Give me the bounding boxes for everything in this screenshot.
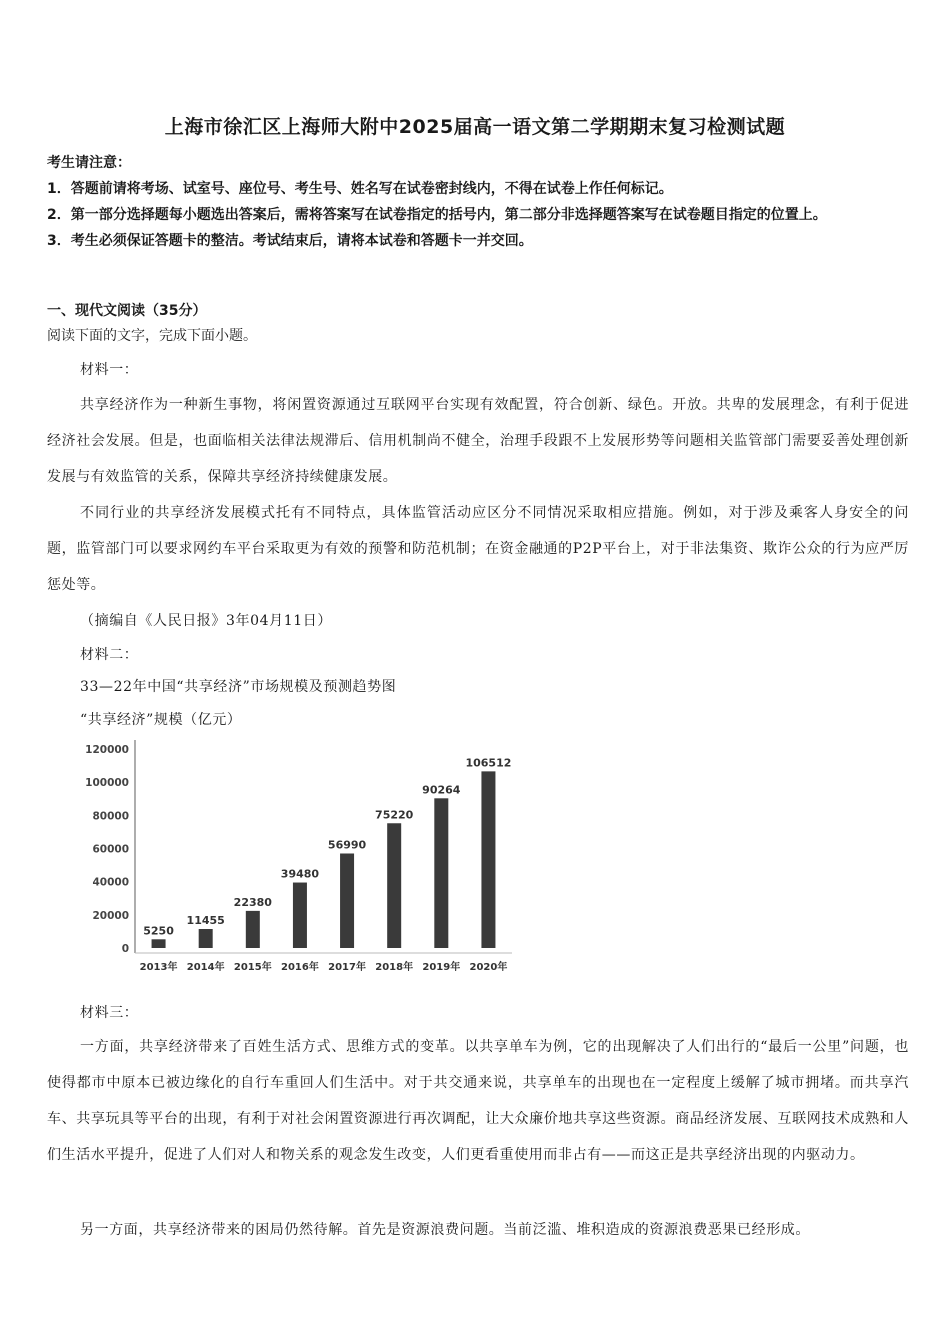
x-tick-label: 2014年 xyxy=(186,962,225,973)
bar xyxy=(246,911,260,948)
material3-paragraph: 一方面，共享经济带来了百姓生活方式、思维方式的变革。以共享单车为例，它的出现解决了人们出行的“最后一公里”问题，也使得都市中原本已被边缘化的自行车重回人们生活中。对于共交通来说，共享单车的出现也在一定程度上缓解了城市拥堵。而共享汽车、共享玩具等平台的出现，有利于对社会闲置资源进行再次调配，让大众廉价地共享这些资源。商品经济发展、互联网技术成熟和人们生活水平提升，促进了人们对人和物关系的观念发生改变，人们更看重使用而非占有——而这正是共享经济出现的内驱动力。 xyxy=(47,1039,909,1163)
market-size-bar-chart xyxy=(85,735,540,990)
material3-label: 材料三： xyxy=(80,1005,139,1021)
y-tick-label: 0 xyxy=(121,943,129,955)
x-axis-labels xyxy=(140,960,508,973)
bar-value-label: 56990 xyxy=(327,838,367,852)
notice-block xyxy=(47,150,907,254)
y-tick-label: 100000 xyxy=(85,777,129,790)
bar xyxy=(152,939,166,948)
section-heading: 一、现代文阅读（35分） xyxy=(47,303,207,319)
material2-label: 材料二： xyxy=(80,647,139,663)
notice-item: 1．答题前请将考场、试室号、座位号、考生号、姓名写在试卷密封线内，不得在试卷上作任何标记。 xyxy=(47,181,673,197)
y-axis-ticks xyxy=(85,744,129,955)
page-title: 上海市徐汇区上海师大附中2025届高一语文第二学期期末复习检测试题 xyxy=(164,116,786,138)
material3-paragraph: 另一方面，共享经济带来的困局仍然待解。首先是资源浪费问题。当前泛滥、堆积造成的资源浪费恶果已经形成。 xyxy=(80,1222,810,1238)
x-tick-label: 2017年 xyxy=(328,962,366,973)
notice-item: 2．第一部分选择题每小题选出答案后，需将答案写在试卷指定的括号内，第二部分非选择题答案写在试卷题目指定的位置上。 xyxy=(47,207,827,223)
material1-paragraph: 不同行业的共享经济发展模式托有不同特点，具体监管活动应区分不同情况采取相应措施。例如，对于涉及乘客人身安全的问题，监管部门可以要求网约车平台采取更为有效的预警和防范机制；在资金融通的P2P平台上，对于非法集资、欺诈公众的行为应严厉惩处等。 xyxy=(47,505,909,593)
bar xyxy=(340,853,354,948)
bar-value-label: 11455 xyxy=(186,914,225,928)
bar xyxy=(387,823,401,948)
y-tick-label: 120000 xyxy=(85,744,129,756)
bar-value-label: 39480 xyxy=(280,867,320,881)
bar-value-label: 22380 xyxy=(233,895,272,909)
x-tick-label: 2016年 xyxy=(281,962,319,973)
y-tick-label: 80000 xyxy=(92,810,129,823)
bar xyxy=(434,798,448,948)
x-tick-label: 2019年 xyxy=(422,962,461,973)
x-tick-label: 2020年 xyxy=(469,962,508,973)
notice-item: 3．考生必须保证答题卡的整洁。考试结束后，请将本试卷和答题卡一并交回。 xyxy=(47,233,533,249)
x-tick-label: 2018年 xyxy=(375,962,414,973)
material1-source: （摘编自《人民日报》3年04月11日） xyxy=(80,613,332,629)
bar xyxy=(199,929,213,948)
y-tick-label: 60000 xyxy=(92,843,129,856)
bar-value-label: 75220 xyxy=(375,808,414,822)
chart-unit-label: “共享经济”规模（亿元） xyxy=(80,712,242,728)
bar-value-label: 106512 xyxy=(465,756,512,770)
material1-paragraph: 共享经济作为一种新生事物，将闲置资源通过互联网平台实现有效配置，符合创新、绿色。开放。共卑的发展理念，有利于促进经济社会发展。但是，也面临相关法律法规滞后、信用机制尚不健全，治理手段跟不上发展形势等问题相关监管部门需要妥善处理创新发展与有效监管的关系，保障共享经济持续健康发展。 xyxy=(47,397,909,485)
bar-value-label: 90264 xyxy=(422,783,461,797)
y-tick-label: 40000 xyxy=(92,876,129,889)
bar xyxy=(293,883,307,948)
bar-series xyxy=(143,756,511,948)
bar-value-label: 5250 xyxy=(143,924,174,938)
reading-instruction: 阅读下面的文字，完成下面小题。 xyxy=(47,328,257,344)
x-tick-label: 2015年 xyxy=(233,962,272,973)
x-tick-label: 2013年 xyxy=(139,962,178,973)
y-tick-label: 20000 xyxy=(92,909,129,922)
bar xyxy=(481,771,495,948)
chart-caption: 33—22年中国“共享经济”市场规模及预测趋势图 xyxy=(80,679,397,695)
notice-heading: 考生请注意： xyxy=(47,155,131,171)
material1-label: 材料一： xyxy=(80,362,139,378)
